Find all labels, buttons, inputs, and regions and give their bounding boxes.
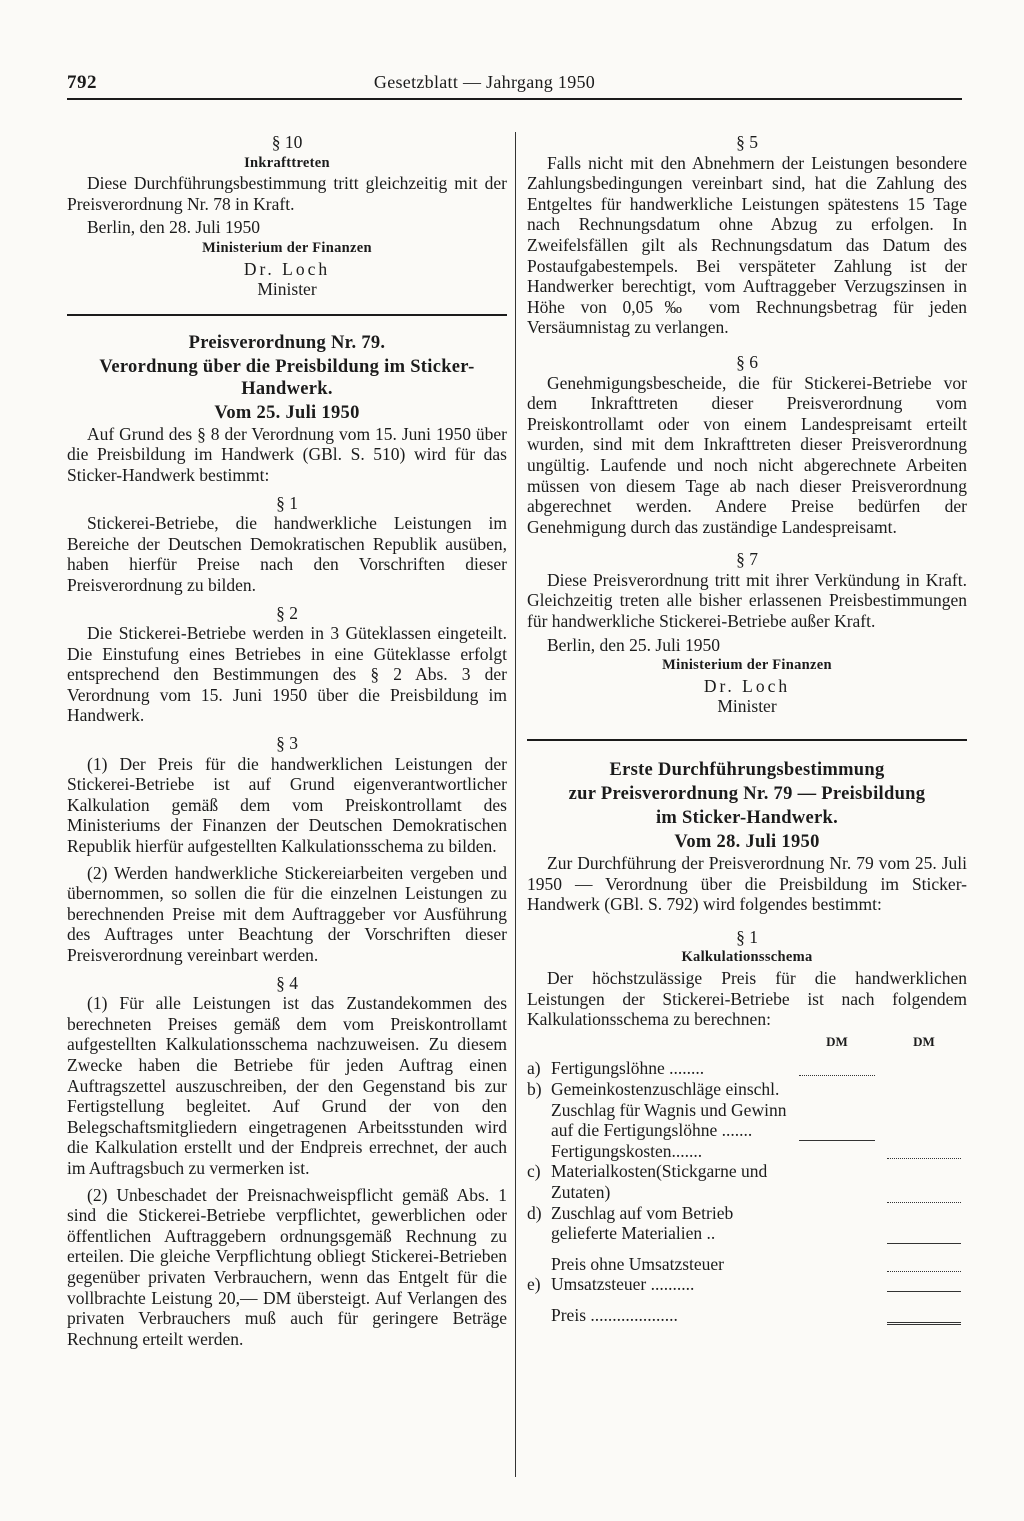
calculation-schema-table xyxy=(527,1032,967,1326)
page-number: 792 xyxy=(67,72,97,93)
table-row xyxy=(527,1254,967,1275)
table-row: c) Materialkosten(Stickgarne und Zutaten) xyxy=(527,1161,967,1202)
column-header-dm: DM xyxy=(913,1033,935,1049)
section-number: § 5 xyxy=(736,132,758,152)
section-divider xyxy=(67,314,507,316)
page-header xyxy=(67,72,962,98)
paragraph: Diese Preisverordnung tritt mit ihrer Verkündung in Kraft. Gleichzeitig treten alle bisher erlassenen Preisbestimmungen für handwerkliche Stickerei-Betriebe außer Kraft. xyxy=(527,569,967,632)
regulation-subtitle: im Sticker-Handwerk. xyxy=(655,808,839,829)
section-number: § 4 xyxy=(276,972,298,993)
decree-subtitle: Verordnung über die Preisbildung im Sticker-Handwerk. xyxy=(99,356,475,399)
section-number: § 3 xyxy=(276,733,298,754)
table-row: a) Fertigungslöhne ........ xyxy=(527,1058,967,1079)
table-row: d) Zuschlag auf vom Betrieb gelieferte Materialien .. xyxy=(527,1203,967,1244)
ministry-name: Ministerium der Finanzen xyxy=(202,239,372,256)
signer-name: Dr. Loch xyxy=(243,258,331,279)
subtotal-label: Preis ohne Umsatzsteuer xyxy=(551,1253,725,1274)
regulation-title: Erste Durchführungsbestimmung xyxy=(609,760,885,781)
row-label: Zuschlag auf vom Betrieb gelieferte Materialien .. xyxy=(551,1202,734,1244)
right-column xyxy=(527,132,967,1326)
row-label: Gemeinkostenzuschläge einschl. Zuschlag für Wagnis und Gewinn auf die Fertigungslöhne ....... xyxy=(551,1078,787,1141)
table-row: b) Gemeinkostenzuschläge einschl. Zuschlag für Wagnis und Gewinn auf die Fertigungslöhne ....... xyxy=(527,1079,967,1141)
paragraph: Diese Durchführungsbestimmung tritt gleichzeitig mit der Preisverordnung Nr. 78 in Kraft. xyxy=(67,173,507,214)
intro-paragraph: Zur Durchführung der Preisverordnung Nr. 79 vom 25. Juli 1950 — Verordnung über die Preisbildung im Sticker-Handwerk (GBl. S. 792) wird folgendes bestimmt: xyxy=(527,853,967,915)
amount-line xyxy=(799,1123,875,1141)
row-label: Umsatzsteuer .......... xyxy=(551,1274,695,1295)
subtotal-label: Fertigungskosten....... xyxy=(551,1140,703,1161)
row-label: Fertigungslöhne ........ xyxy=(551,1058,705,1079)
signer-name: Dr. Loch xyxy=(703,675,791,696)
paragraph: (2) Unbeschadet der Preisnachweispflicht gemäß Abs. 1 sind die Stickerei-Betriebe verpflichtet, gewerblichen oder öffentlichen Auftraggebern ordnungsgemäß Rechnung zu erteilen. Die gleiche Verpflichtung obliegt Stickerei-Betrieben gegenüber privaten Verbrauchern, wenn das Entgelt für die vollbrachte Leistung 20,— DM übersteigt. Auf Verlangen des privaten Verbrauchers muß auch für geringere Beträge Rechnung erteilt werden. xyxy=(67,1184,507,1349)
place-date: Berlin, den 25. Juli 1950 xyxy=(547,634,721,655)
header-rule xyxy=(67,98,962,100)
column-divider xyxy=(515,132,516,1477)
paragraph: (2) Werden handwerkliche Stickereiarbeiten vergeben und übernommen, so sollen die für die einzelnen Leistungen zu berechnenden Preise mit dem Auftraggeber vor Ausführung des Auftrages unter Beachtung der Vorschriften dieser Preisverordnung vereinbart werden. xyxy=(67,862,507,965)
ministry-name: Ministerium der Finanzen xyxy=(662,657,832,674)
regulation-subtitle: zur Preisverordnung Nr. 79 — Preisbildung xyxy=(568,784,926,805)
section-number: § 2 xyxy=(276,602,298,623)
total-amount-line xyxy=(887,1305,961,1325)
journal-title: Gesetzblatt — Jahrgang 1950 xyxy=(373,72,596,92)
amount-line xyxy=(799,1058,875,1076)
amount-line xyxy=(887,1185,961,1203)
paragraph: Stickerei-Betriebe, die handwerkliche Leistungen im Bereiche der Deutschen Demokratischen Republik ausüben, haben hierfür Preise nach den Vorschriften dieser Preisverordnung zu bilden. xyxy=(67,513,507,595)
total-label: Preis .................... xyxy=(551,1304,678,1325)
decree-date: Vom 25. Juli 1950 xyxy=(214,402,360,423)
column-header-dm: DM xyxy=(826,1033,848,1049)
section-heading: Kalkulationsschema xyxy=(681,949,813,966)
paragraph: Der höchstzulässige Preis für die handwerklichen Leistungen der Stickerei-Betriebe ist nach folgendem Kalkulationsschema zu berechnen: xyxy=(527,968,967,1030)
table-row: e) Umsatzsteuer .......... xyxy=(527,1274,967,1295)
paragraph: (1) Der Preis für die handwerklichen Leistungen der Stickerei-Betriebe ist auf Grund eigenverantwortlicher Kalkulation gemäß dem vom Preiskontrollamt des Ministeriums der Finanzen der Deutschen Demokratischen Republik hierfür aufgestellten Kalkulationsschema zu bilden. xyxy=(67,753,507,857)
amount-line xyxy=(887,1274,961,1292)
paragraph: (1) Für alle Leistungen ist das Zustandekommen des berechneten Preises gemäß dem vom Preiskontrollamt aufgestellten Kalkulationsschema nachzuweisen. Zu diesem Zwecke haben die Betriebe für jeden Auftrag einen Auftragszettel auszuschreiben, der den Gegenstand bis zur Fertigstellung begleitet. Auf Grund der von den Belegschaftsmitgliedern eingetragenen Arbeitsstunden wird die Kalkulation erstellt und der Endpreis errechnet, der auch im Auftragsbuch zu vermerken ist. xyxy=(67,993,507,1178)
left-column xyxy=(67,132,507,1349)
section-number: § 1 xyxy=(736,926,758,947)
paragraph: Falls nicht mit den Abnehmern der Leistungen besondere Zahlungsbedingungen vereinbart sind, hat die Zahlung des Entgeltes für handwerkliche Leistungen spätestens 15 Tage nach Rechnungsdatum ohne Abzug zu erfolgen. In Zweifelsfällen gilt als Rechnungsdatum das Datum des Postaufgabestempels. Bei verspäteter Zahlung ist der Handwerker berechtigt, vom Auftraggeber Verzugszinsen in Höhe von 0,05‰ vom Rechnungsbetrag für jeden Versäumnistag zu verlangen. xyxy=(527,152,967,338)
table-row xyxy=(527,1305,967,1326)
section-number: § 7 xyxy=(736,549,758,570)
amount-line xyxy=(887,1141,961,1159)
regulation-date: Vom 28. Juli 1950 xyxy=(674,832,820,853)
place-date: Berlin, den 28. Juli 1950 xyxy=(87,217,261,238)
section-number: § 6 xyxy=(736,351,758,372)
section-number: § 1 xyxy=(276,492,298,513)
paragraph: Genehmigungsbescheide, die für Stickerei-Betriebe vor dem Inkrafttreten dieser Preisverordnung vom Preiskontrollamt oder von einem Landespreisamt erteilt wurden, sind mit dem Inkrafttreten dieser Preisverordnung ungültig. Laufende und noch nicht abgerechnete Arbeiten müssen von diesem Tage ab nach dieser Preisverordnung abgerechnet werden. Andere Preise bedürfen der Genehmigung durch das zuständige Landespreisamt. xyxy=(527,372,967,537)
section-heading: Inkrafttreten xyxy=(244,154,330,171)
signer-role: Minister xyxy=(717,696,777,717)
decree-title: Preisverordnung Nr. 79. xyxy=(188,332,386,353)
amount-line xyxy=(887,1226,961,1244)
row-label: Materialkosten(Stickgarne und Zutaten) xyxy=(551,1161,768,1202)
paragraph: Die Stickerei-Betriebe werden in 3 Güteklassen eingeteilt. Die Einstufung eines Betriebes in eine Güteklasse erfolgt entsprechend den Bestimmungen des § 2 Abs. 3 der Verordnung vom 15. Juni 1950 über die Preisbildung im Handwerk. xyxy=(67,623,507,726)
section-divider xyxy=(527,739,967,741)
amount-line xyxy=(887,1254,961,1272)
signer-role: Minister xyxy=(257,279,317,300)
section-number: § 10 xyxy=(271,132,303,152)
intro-paragraph: Auf Grund des § 8 der Verordnung vom 15. Juni 1950 über die Preisbildung im Handwerk (GBl. S. 510) wird für das Sticker-Handwerk bestimmt: xyxy=(67,423,507,485)
table-row xyxy=(527,1141,967,1162)
